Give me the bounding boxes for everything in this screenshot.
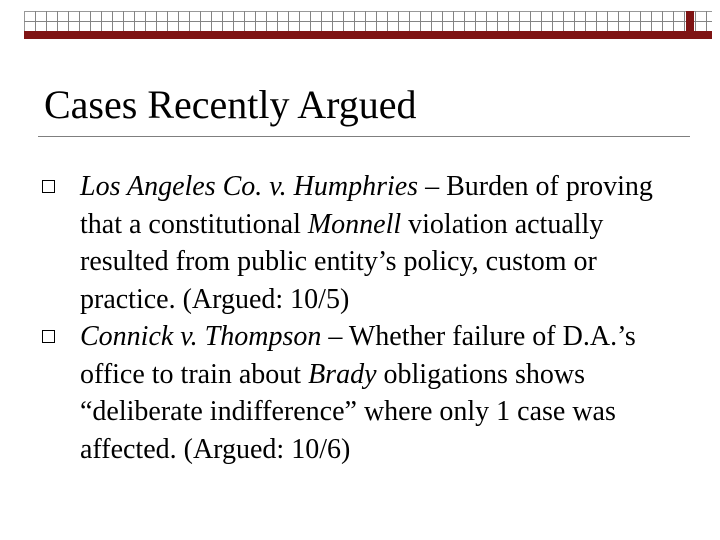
header-grid-cell [564,12,575,22]
header-grid-cell [355,12,366,22]
header-grid-cell [344,22,355,32]
header-grid-cell [47,22,58,32]
header-grid [25,12,713,32]
header-grid-cell [190,12,201,22]
header-grid-cell [663,12,674,22]
header-grid-cell [388,22,399,32]
slide-title: Cases Recently Argued [44,82,417,127]
bullet-text: – Burden of proving that a constitutional [80,171,653,240]
header-grid-cell [487,22,498,32]
header-grid-cell [157,22,168,32]
header-grid-cell [366,12,377,22]
header-grid-cell [674,12,685,22]
hollow-square-bullet-icon [42,330,55,343]
header-grid-cell [377,12,388,22]
header-grid-cell [575,12,586,22]
bullet-text: obligations shows “deliberate indifference” where only 1 case was affected. (Argued: 10/6) [80,358,616,465]
header-grid-cell [25,12,36,22]
header-grid-cell [443,22,454,32]
header-grid-cell [421,22,432,32]
header-grid-cell [80,12,91,22]
header-grid-cell [454,22,465,32]
hollow-square-bullet-icon [42,180,55,193]
header-grid-cell [212,12,223,22]
header-grid-cell [179,12,190,22]
header-grid-cell [432,22,443,32]
header-grid-cell [212,22,223,32]
header-grid-cell [91,12,102,22]
header-grid-cell [465,12,476,22]
title-divider [38,136,690,137]
header-grid-cell [608,22,619,32]
header-grid-cell [641,12,652,22]
header-grid-cell [597,12,608,22]
header-grid-cell [333,22,344,32]
header-grid-cell [520,12,531,22]
header-grid-cell [58,22,69,32]
header-grid-cell [498,12,509,22]
header-grid-cell [146,12,157,22]
header-grid-cell [696,22,707,32]
header-grid-cell [498,22,509,32]
header-grid-cell [267,12,278,22]
header-grid-cell [113,22,124,32]
header-grid-cell [157,12,168,22]
header-grid-cell [168,12,179,22]
header-grid-cell [36,22,47,32]
header-grid-cell [245,22,256,32]
header-grid-cell [630,12,641,22]
header-grid-cell [432,12,443,22]
header-grid-cell [289,12,300,22]
header-grid-cell [575,22,586,32]
header-grid-cell [69,22,80,32]
header-grid-cell [542,12,553,22]
header-grid-cell [377,22,388,32]
header-grid-cell [58,12,69,22]
header-grid-cell [586,22,597,32]
bullet-list [40,168,680,468]
bullet-text: violation actually resulted from public entity’s policy, custom or practice. (Argued: 10/5) [80,208,604,315]
header-grid-cell [190,22,201,32]
header-grid-cell [707,22,713,32]
header-grid-cell [322,12,333,22]
header-grid-cell [256,22,267,32]
header-grid-cell [476,22,487,32]
header-grid-cell [36,12,47,22]
header-grid-cell [586,12,597,22]
header-bar [24,31,712,39]
header-grid-cell [245,12,256,22]
header-grid-cell [399,12,410,22]
header-grid-cell [487,12,498,22]
header-grid-cell [223,22,234,32]
header-grid-cell [322,22,333,32]
header-grid-cell [663,22,674,32]
header-grid-cell [476,12,487,22]
header-grid-cell [630,22,641,32]
header-end-block [686,11,694,39]
header-grid-cell [311,22,322,32]
header-grid-cell [355,22,366,32]
header-grid-cell [91,22,102,32]
header-grid-cell [278,22,289,32]
bullet-text: – Whether failure of D.A.’s office to train about [80,321,636,390]
header-grid-cell [102,22,113,32]
header-grid-cell [366,22,377,32]
header-grid-cell [267,22,278,32]
header-grid-cell [234,12,245,22]
header-grid-cell [124,12,135,22]
case-reference: Brady [308,358,377,390]
header-grid-cell [300,12,311,22]
header-grid-cell [278,12,289,22]
header-grid-cell [641,22,652,32]
header-grid-cell [509,22,520,32]
header-grid-cell [124,22,135,32]
header-grid-cell [113,12,124,22]
header-grid-cell [135,22,146,32]
case-name: Connick v. Thompson [80,321,322,352]
header-grid-cell [201,22,212,32]
header-grid-cell [696,12,707,22]
case-name: Los Angeles Co. v. Humphries [80,171,419,202]
header-grid-cell [509,12,520,22]
header-grid-cell [531,12,542,22]
header-grid-cell [553,12,564,22]
header-grid-cell [223,12,234,22]
header-grid-cell [542,22,553,32]
header-grid-cell [102,12,113,22]
header-grid-cell [256,12,267,22]
header-grid-cell [47,12,58,22]
header-grid-cell [201,12,212,22]
header-grid-cell [454,12,465,22]
header-grid-cell [608,12,619,22]
bullet-item [40,318,680,468]
header-grid-cell [234,22,245,32]
header-grid-cell [707,12,713,22]
header-grid-cell [674,22,685,32]
header-grid-cell [597,22,608,32]
header-grid-cell [289,22,300,32]
header-decoration [24,11,712,41]
header-grid-cell [652,22,663,32]
header-grid-cell [399,22,410,32]
header-grid-cell [311,12,322,22]
header-grid-cell [531,22,542,32]
header-grid-cell [300,22,311,32]
header-grid-cell [179,22,190,32]
header-grid-cell [344,12,355,22]
header-grid-cell [553,22,564,32]
header-grid-cell [388,12,399,22]
case-reference: Monnell [307,208,402,240]
header-grid-cell [146,22,157,32]
header-grid-cell [69,12,80,22]
header-grid-cell [333,12,344,22]
header-grid-cell [443,12,454,22]
header-grid-cell [619,12,630,22]
header-grid-cell [652,12,663,22]
bullet-item [40,168,680,318]
header-grid-cell [410,12,421,22]
header-grid-cell [25,22,36,32]
header-grid-cell [465,22,476,32]
header-grid-cell [421,12,432,22]
header-grid-cell [564,22,575,32]
header-grid-cell [80,22,91,32]
header-grid-cell [520,22,531,32]
header-grid-cell [168,22,179,32]
header-grid-cell [410,22,421,32]
header-grid-cell [619,22,630,32]
header-grid-cell [135,12,146,22]
